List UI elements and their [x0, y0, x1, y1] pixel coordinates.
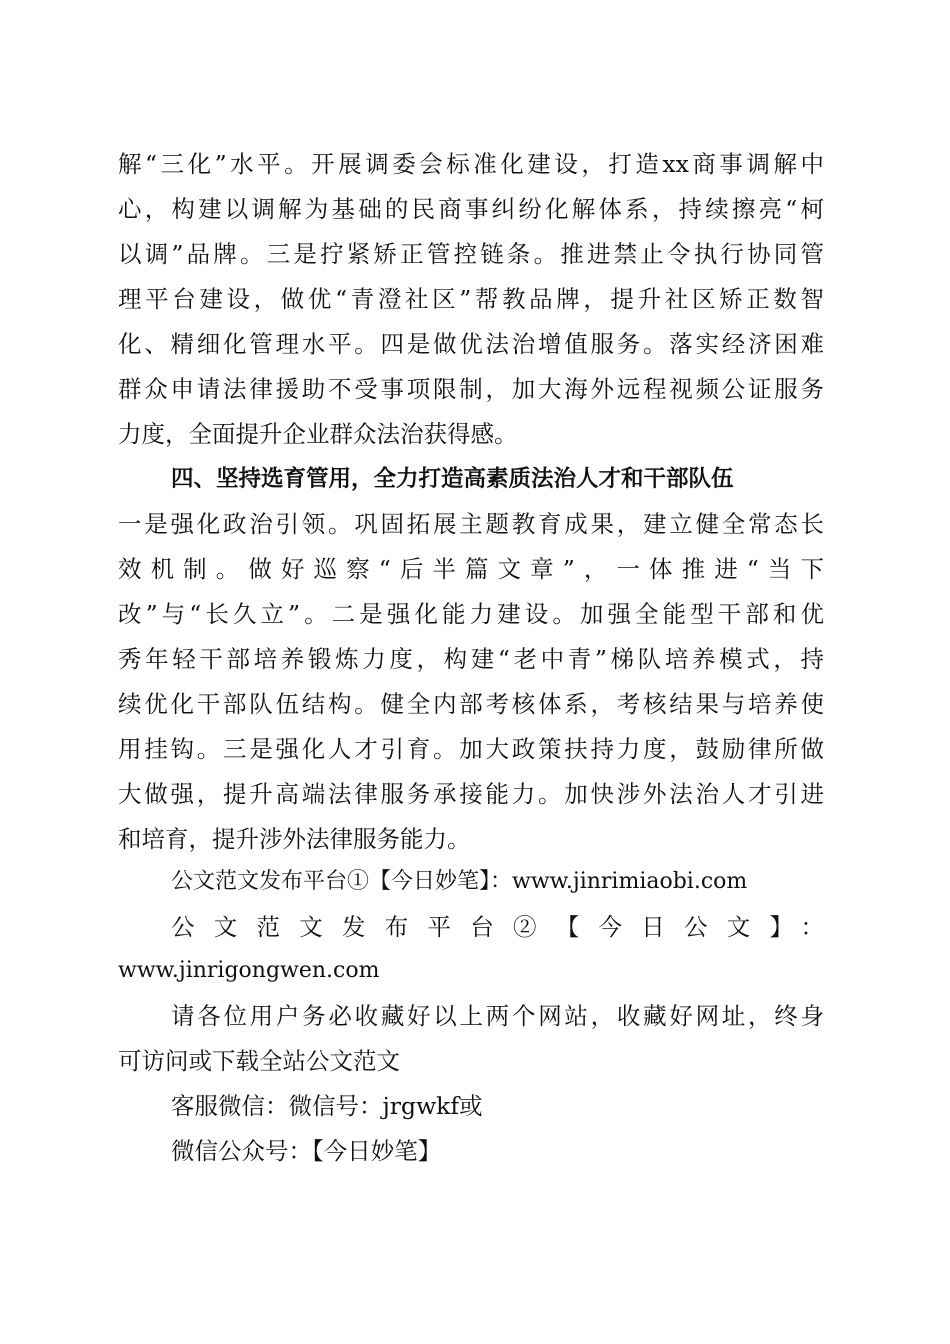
platform-2-label: 公文范文发布平台②【今日公文】：	[171, 913, 824, 941]
paragraph-line: 效机制。做好巡察“后半篇文章”，一体推进“当下	[118, 555, 824, 583]
paragraph-line: 理平台建设，做优“青澄社区”帮教品牌，提升社区矫正数智	[118, 285, 824, 313]
paragraph-line: 群众申请法律援助不受事项限制，加大海外远程视频公证服务	[118, 375, 824, 403]
paragraph-line: 以调”品牌。三是拧紧矫正管控链条。推进禁止令执行协同管	[118, 240, 824, 268]
wechat-line: 客服微信：微信号：jrgwkf或	[171, 1092, 483, 1120]
paragraph-line: 用挂钩。三是强化人才引育。加大政策扶持力度，鼓励律所做	[118, 735, 824, 763]
paragraph-line: 和培育，提升涉外法律服务能力。	[118, 825, 471, 853]
paragraph-line: 力度，全面提升企业群众法治获得感。	[118, 420, 518, 448]
notice-line: 可访问或下载全站公文范文	[118, 1047, 400, 1075]
paragraph-line: 化、精细化管理水平。四是做优法治增值服务。落实经济困难	[118, 330, 824, 358]
platform-1-line: 公文范文发布平台①【今日妙笔】：www.jinrimiaobi.com	[171, 869, 748, 894]
paragraph-line: 续优化干部队伍结构。健全内部考核体系，考核结果与培养使	[118, 690, 824, 718]
paragraph-line: 改”与“长久立”。二是强化能力建设。加强全能型干部和优	[118, 600, 824, 628]
paragraph-line: 解“三化”水平。开展调委会标准化建设，打造xx商事调解中	[118, 150, 824, 178]
document-page	[118, 0, 824, 1344]
paragraph-line: 一是强化政治引领。巩固拓展主题教育成果，建立健全常态长	[118, 510, 824, 538]
paragraph-line: 大做强，提升高端法律服务承接能力。加快涉外法治人才引进	[118, 780, 824, 808]
official-account-line: 微信公众号：【今日妙笔】	[171, 1137, 442, 1165]
paragraph-line: 心，构建以调解为基础的民商事纠纷化解体系，持续擦亮“柯	[118, 195, 824, 223]
notice-line: 请各位用户务必收藏好以上两个网站，收藏好网址，终身	[171, 1002, 824, 1030]
platform-2-url: www.jinrigongwen.com	[118, 958, 380, 983]
section-heading: 四、坚持选育管用，全力打造高素质法治人才和干部队伍	[171, 466, 734, 492]
paragraph-line: 秀年轻干部培养锻炼力度，构建“老中青”梯队培养模式，持	[118, 645, 824, 673]
